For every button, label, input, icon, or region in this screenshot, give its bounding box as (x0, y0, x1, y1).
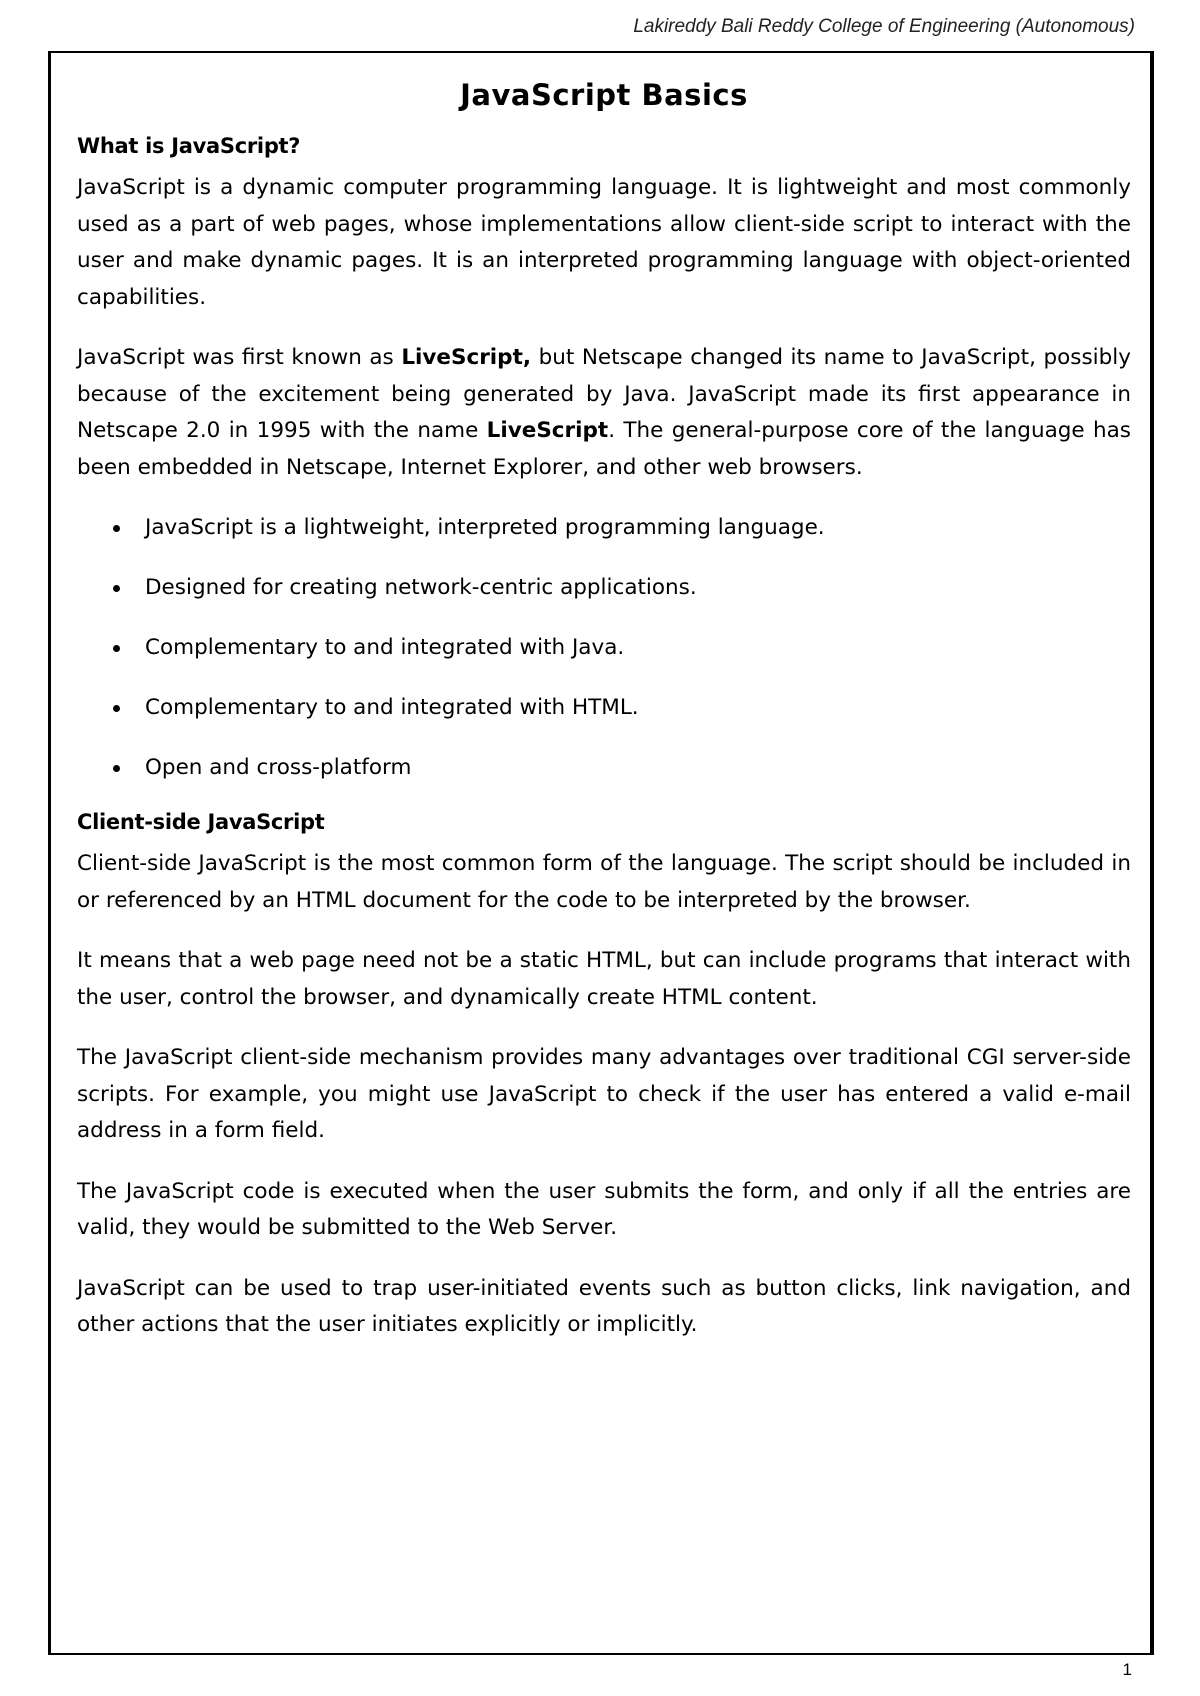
paragraph: Client-side JavaScript is the most common form of the language. The script should be included in or referenced by an HTML document for the code to be interpreted by the browser. (77, 851, 1131, 913)
bold-term: LiveScript (486, 418, 609, 443)
list-item-text: JavaScript is a lightweight, interpreted programming language. (145, 515, 825, 540)
paragraph: The JavaScript code is executed when the user submits the form, and only if all the entries are valid, they would be submitted to the Web Server. (77, 1178, 1131, 1240)
paragraph-text: but Netscape changed its name to JavaScript, possibly because of the excitement being generated by Java. JavaScript made its first appearance in Netscape 2.0 in 1995 with the name (77, 345, 1131, 443)
bullet-icon (113, 765, 120, 772)
paragraph: It means that a web page need not be a static HTML, but can include programs that interact with the user, control the browser, and dynamically create HTML content. (77, 948, 1131, 1010)
list-item (77, 630, 1131, 666)
document-body (77, 70, 1131, 1368)
bullet-icon (113, 525, 120, 532)
paragraph: The JavaScript client-side mechanism provides many advantages over traditional CGI server-side scripts. For example, you might use JavaScript to check if the user has entered a valid e-mail address in a form field. (77, 1045, 1131, 1143)
list-item-text: Complementary to and integrated with HTML. (145, 695, 639, 720)
list-item-text: Designed for creating network-centric applications. (145, 575, 697, 600)
list-item (77, 690, 1131, 726)
paragraph: JavaScript is a dynamic computer programming language. It is lightweight and most commonly used as a part of web pages, whose implementations allow client-side script to interact with the user and make dynamic pages. It is an interpreted programming language with object-oriented capabilities. (77, 175, 1131, 310)
list-item-text: Complementary to and integrated with Java. (145, 635, 625, 660)
list-item (77, 510, 1131, 546)
paragraph-text: . The general-purpose core of the language has been embedded in Netscape, Internet Explorer, and other web browsers. (77, 418, 1131, 480)
header-institution: Lakireddy Bali Reddy College of Engineering (Autonomous) (633, 16, 1135, 37)
paragraph-livescript (77, 340, 1131, 486)
section-heading-what-is-javascript: What is JavaScript? (77, 134, 301, 158)
paragraph-text: JavaScript was first known as (77, 345, 402, 370)
bullet-icon (113, 645, 120, 652)
list-item (77, 570, 1131, 606)
bold-term: LiveScript, (401, 345, 532, 370)
paragraph: JavaScript can be used to trap user-initiated events such as button clicks, link navigation, and other actions that the user initiates explicitly or implicitly. (77, 1275, 1131, 1337)
list-item-text: Open and cross-platform (145, 755, 412, 780)
page-number: 1 (1122, 1660, 1132, 1679)
list-item (77, 750, 1131, 786)
bullet-icon (113, 585, 120, 592)
section-heading-client-side: Client-side JavaScript (77, 810, 325, 834)
bullet-icon (113, 705, 120, 712)
feature-list (77, 510, 1131, 786)
document-title: JavaScript Basics (460, 78, 748, 112)
